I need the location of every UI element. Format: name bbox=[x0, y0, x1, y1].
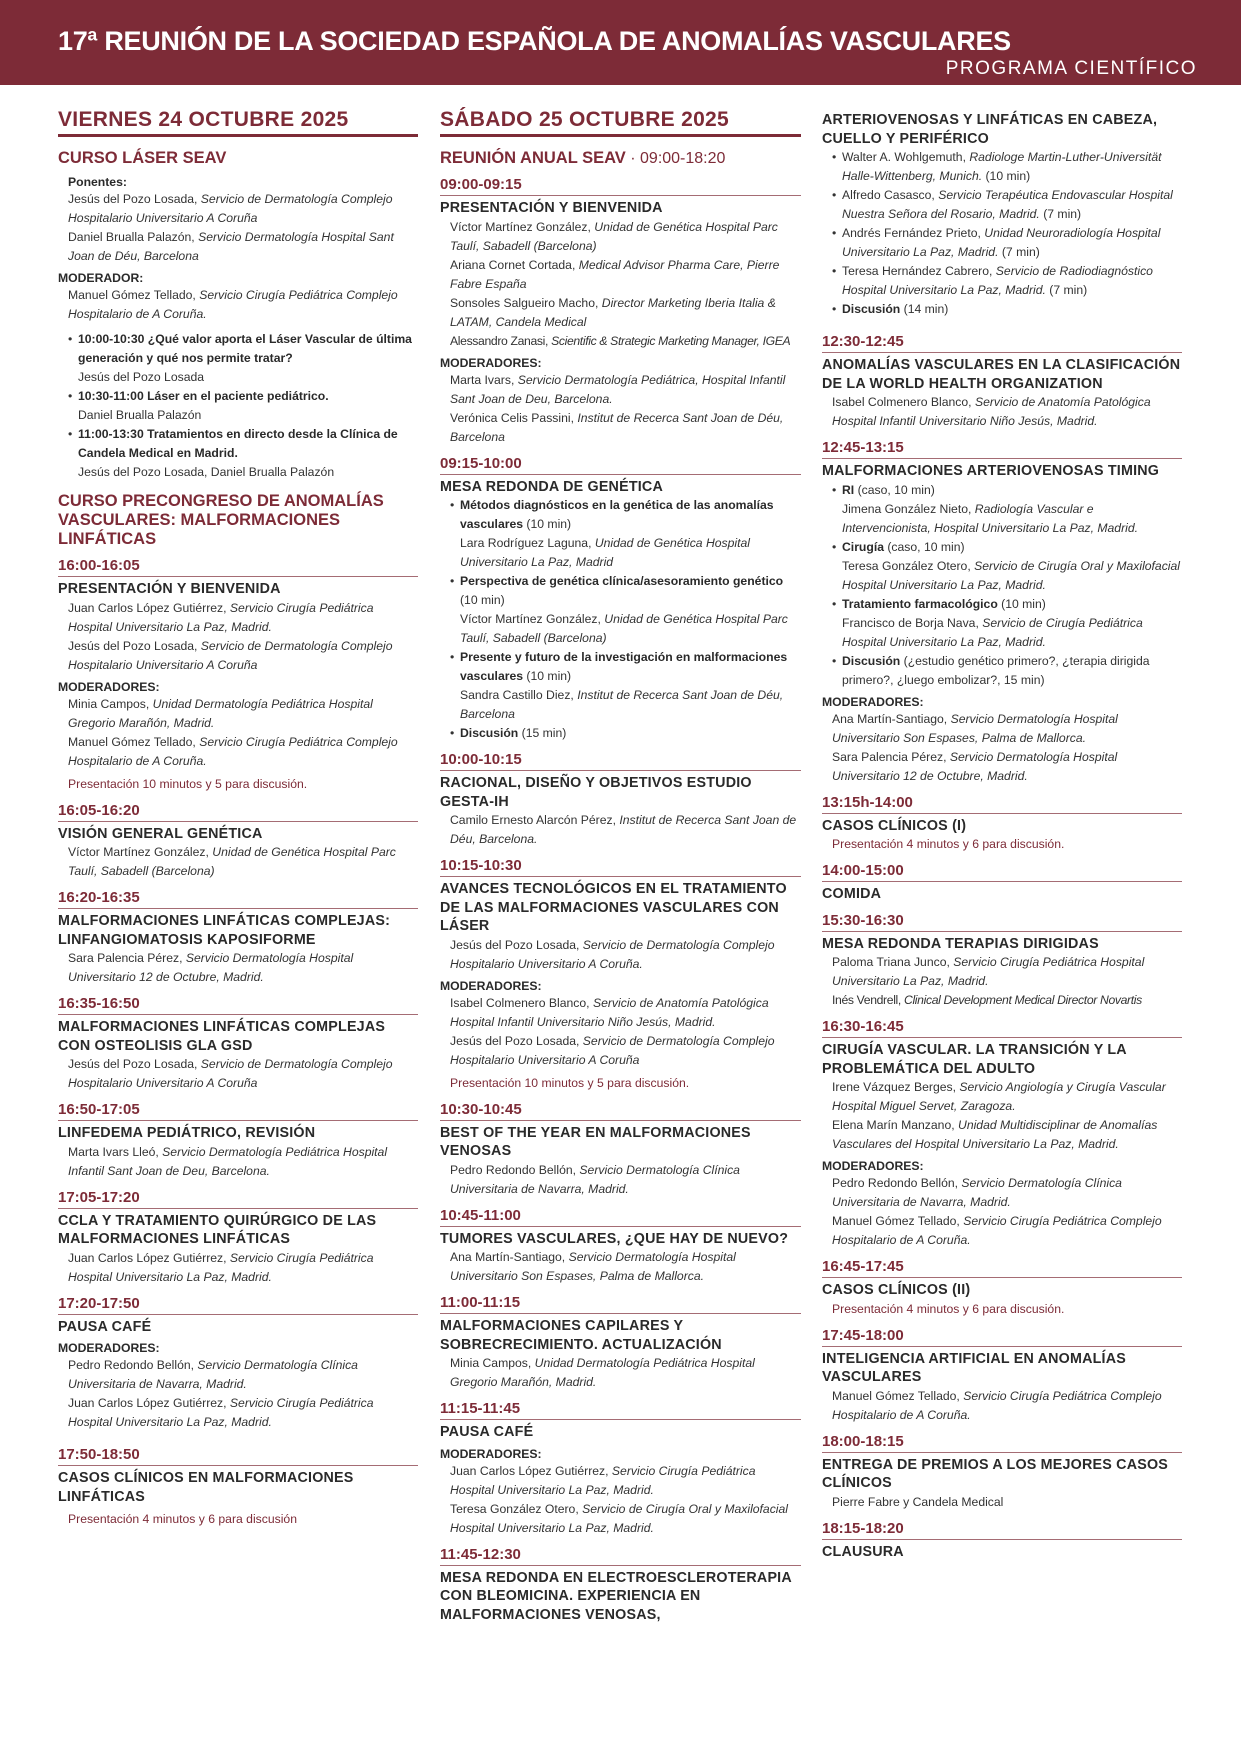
speaker-name: Manuel Gómez Tellado, bbox=[832, 1214, 964, 1228]
speaker-name: Ana Martín-Santiago, bbox=[832, 711, 951, 726]
speaker-affiliation: Servicio Cirugía Pediátrica Hospital Universitario La Paz, Madrid. bbox=[68, 600, 374, 634]
speaker-name: Paloma Triana Junco, bbox=[832, 955, 954, 969]
session-time: 10:45-11:00 bbox=[440, 1207, 801, 1227]
course-time-range: · 09:00-18:20 bbox=[625, 150, 726, 167]
item-duration: (7 min) bbox=[998, 245, 1040, 259]
speaker-affiliation: Servicio Dermatología Hospital Universitario 12 de Octubre, Madrid. bbox=[68, 951, 354, 984]
session-time: 15:30-16:30 bbox=[822, 912, 1182, 932]
session-time: 17:20-17:50 bbox=[58, 1295, 418, 1315]
speaker-name: Daniel Brualla Palazón bbox=[78, 408, 202, 422]
speaker-name: Sonsoles Salgueiro Macho, bbox=[450, 295, 602, 310]
column-saturday bbox=[440, 108, 801, 1624]
speaker-affiliation: Servicio de Dermatología Complejo Hospitalario Universitario A Coruña bbox=[68, 638, 393, 672]
session-title: ANOMALÍAS VASCULARES EN LA CLASIFICACIÓN DE LA WORLD HEALTH ORGANIZATION bbox=[822, 357, 1181, 392]
session-title: ARTERIOVENOSAS Y LINFÁTICAS EN CABEZA, CUELLO Y PERIFÉRICO bbox=[822, 112, 1158, 147]
session-time: 10:30-10:45 bbox=[440, 1101, 801, 1121]
speaker bbox=[822, 1078, 1182, 1116]
event-title: 17ª REUNIÓN DE LA SOCIEDAD ESPAÑOLA DE ANOMALÍAS VASCULARES bbox=[58, 26, 1011, 56]
column-friday bbox=[58, 108, 418, 1529]
speaker-name: Sara Palencia Pérez, bbox=[832, 749, 950, 764]
speaker bbox=[440, 371, 801, 409]
session-time: 16:45-17:45 bbox=[822, 1258, 1182, 1278]
speaker-affiliation: Servicio de Dermatología Complejo Hospitalario Universitario A Coruña. bbox=[450, 937, 775, 971]
speaker bbox=[58, 599, 418, 637]
session-title: CASOS CLÍNICOS (I) bbox=[822, 817, 967, 834]
speaker bbox=[58, 733, 418, 771]
agenda-item-title: 10:00-10:30 ¿Qué valor aporta el Láser Vascular de última generación y qué nos permite tratar? bbox=[78, 332, 412, 365]
speaker bbox=[440, 994, 801, 1032]
speaker-name: Víctor Martínez González, bbox=[460, 612, 605, 626]
agenda-item-title: Tratamiento farmacológico bbox=[842, 596, 998, 611]
agenda-item-title: Presente y futuro de la investigación en malformaciones vasculares bbox=[460, 650, 788, 683]
agenda-item bbox=[58, 387, 418, 425]
speaker-name: Francisco de Borja Nava, bbox=[842, 615, 983, 630]
speaker-affiliation: Servicio Dermatología Clínica Universitaria de Navarra, Madrid. bbox=[832, 1176, 1122, 1209]
session-title: CASOS CLÍNICOS EN MALFORMACIONES LINFÁTICAS bbox=[58, 1470, 354, 1505]
speaker bbox=[58, 949, 418, 987]
agenda-item bbox=[822, 595, 1182, 652]
session-time: 11:45-12:30 bbox=[440, 1546, 801, 1566]
speaker-affiliation: Servicio Cirugía Pediátrica Hospital Universitario La Paz, Madrid. bbox=[832, 955, 1145, 988]
speaker-name: Isabel Colmenero Blanco, bbox=[450, 995, 593, 1010]
speaker bbox=[58, 286, 418, 324]
role-label: MODERADORES: bbox=[440, 978, 542, 993]
speaker bbox=[822, 1212, 1182, 1250]
item-duration: (10 min) bbox=[997, 596, 1046, 611]
speaker-affiliation: Institut de Recerca Sant Joan de Déu, Barcelona bbox=[450, 410, 784, 444]
column-saturday-continued bbox=[822, 108, 1182, 1561]
speaker-affiliation: Servicio de Anatomía Patológica Hospital Infantil Universitario Niño Jesús, Madrid. bbox=[450, 995, 769, 1029]
speaker bbox=[440, 1161, 801, 1199]
speaker-affiliation: Radiologe Martin-Luther-Universität Halle-Wittenberg, Munich. bbox=[842, 150, 1162, 183]
speaker-name: Jesús del Pozo Losada, bbox=[68, 192, 201, 206]
speaker bbox=[58, 843, 418, 881]
speaker-affiliation: Servicio de Dermatología Complejo Hospitalario Universitario A Coruña bbox=[450, 1033, 775, 1067]
speaker-affiliation: Servicio Angiología y Cirugía Vascular Hospital Miguel Servet, Zaragoza. bbox=[832, 1080, 1166, 1113]
speaker-affiliation: Unidad Dermatología Pediátrica Hospital Gregorio Marañón, Madrid. bbox=[450, 1356, 755, 1389]
item-duration: (10 min) bbox=[982, 169, 1031, 183]
session-time: 14:00-15:00 bbox=[822, 862, 1182, 882]
session-title: COMIDA bbox=[822, 886, 882, 902]
session-title: ENTREGA DE PREMIOS A LOS MEJORES CASOS CLÍNICOS bbox=[822, 1456, 1169, 1491]
speaker-affiliation: Unidad Neuroradiología Hospital Universitario La Paz, Madrid. bbox=[842, 226, 1161, 259]
speaker-name: Elena Marín Manzano, bbox=[832, 1118, 959, 1132]
session-note: Presentación 4 minutos y 6 para discusión bbox=[68, 1512, 297, 1526]
speaker-affiliation: Servicio Dermatología Hospital Universitario Son Espases, Palma de Mallorca. bbox=[832, 711, 1118, 745]
speaker bbox=[440, 936, 801, 974]
speaker bbox=[440, 1354, 801, 1392]
speaker-affiliation: Servicio Cirugía Pediátrica Complejo Hospitalario de A Coruña. bbox=[68, 288, 398, 321]
speaker-affiliation: Unidad Dermatología Pediátrica Hospital Gregorio Marañón, Madrid. bbox=[68, 696, 373, 730]
session-title: CASOS CLÍNICOS (II) bbox=[822, 1282, 971, 1298]
speaker-name: Verónica Celis Passini, bbox=[450, 410, 578, 425]
session-title: PAUSA CAFÉ bbox=[440, 1424, 534, 1440]
speaker-affiliation: Servicio Dermatología Hospital Universitario Son Espases, Palma de Mallorca. bbox=[450, 1250, 736, 1283]
speaker-name: Pierre Fabre y Candela Medical bbox=[832, 1494, 1004, 1509]
item-duration: (caso, 10 min) bbox=[883, 539, 965, 554]
speaker-affiliation: Servicio de Dermatología Complejo Hospitalario Universitario A Coruña bbox=[68, 192, 393, 225]
speaker-affiliation: Servicio de Cirugía Oral y Maxilofacial Hospital Universitario La Paz, Madrid. bbox=[450, 1501, 789, 1535]
session-time: 16:20-16:35 bbox=[58, 889, 418, 909]
speaker-affiliation: Servicio Dermatología Pediátrica, Hospital Infantil Sant Joan de Deu, Barcelona. bbox=[450, 372, 786, 406]
session-title: AVANCES TECNOLÓGICOS EN EL TRATAMIENTO DE LAS MALFORMACIONES VASCULARES CON LÁSER bbox=[440, 881, 787, 934]
speaker-affiliation: Radiología Vascular e Intervencionista, Hospital Universitario La Paz, Madrid. bbox=[842, 501, 1139, 535]
speaker-name: Jesús del Pozo Losada, bbox=[450, 1033, 583, 1048]
course-heading bbox=[58, 492, 418, 549]
item-duration: (¿estudio genético primero?, ¿terapia dirigida primero?, ¿luego embolizar?, 15 min) bbox=[842, 653, 1150, 687]
speaker bbox=[440, 218, 801, 256]
agenda-item-title: Perspectiva de genética clínica/asesoramiento genético bbox=[460, 574, 784, 588]
role-label: Ponentes: bbox=[68, 175, 127, 189]
speaker-affiliation: Servicio Dermatología Hospital Sant Joan de Déu, Barcelona bbox=[68, 230, 394, 263]
session-title: MESA REDONDA EN ELECTROESCLEROTERAPIA CON BLEOMICINA. EXPERIENCIA EN MALFORMACIONES VENOSAS, bbox=[440, 1569, 792, 1623]
speaker-affiliation: Servicio de Cirugía Pediátrica Hospital Universitario La Paz, Madrid. bbox=[842, 615, 1143, 649]
speaker-affiliation: Servicio Dermatología Clínica Universitaria de Navarra, Madrid. bbox=[68, 1358, 358, 1391]
item-duration: (7 min) bbox=[1039, 207, 1082, 221]
agenda-item bbox=[440, 496, 801, 572]
speaker-name: Ariana Cornet Cortada, bbox=[450, 257, 579, 272]
speaker-name: Víctor Martínez González, bbox=[450, 219, 595, 234]
agenda-item-title: Cirugía bbox=[842, 539, 884, 554]
session-title: CCLA Y TRATAMIENTO QUIRÚRGICO DE LAS MALFORMACIONES LINFÁTICAS bbox=[58, 1212, 377, 1247]
speaker-name: Minia Campos, bbox=[450, 1356, 535, 1370]
day-heading: VIERNES 24 OCTUBRE 2025 bbox=[58, 108, 418, 137]
agenda-item bbox=[822, 186, 1182, 224]
speaker bbox=[440, 1500, 801, 1538]
course-title: REUNIÓN ANUAL SEAV bbox=[440, 149, 626, 167]
session-title: VISIÓN GENERAL GENÉTICA bbox=[58, 825, 263, 842]
speaker bbox=[58, 1249, 418, 1287]
speaker bbox=[822, 991, 1182, 1010]
speaker-name: Sara Palencia Pérez, bbox=[68, 951, 186, 965]
session-time: 17:05-17:20 bbox=[58, 1189, 418, 1209]
speaker bbox=[822, 1116, 1182, 1154]
speaker bbox=[58, 1143, 418, 1181]
session-title: LINFEDEMA PEDIÁTRICO, REVISIÓN bbox=[58, 1125, 316, 1141]
session-note: Presentación 10 minutos y 5 para discusión. bbox=[68, 776, 308, 791]
speaker-affiliation: Servicio Dermatología Clínica Universitaria de Navarra, Madrid. bbox=[450, 1162, 740, 1196]
speaker bbox=[822, 748, 1182, 786]
item-duration: (caso, 10 min) bbox=[854, 482, 935, 497]
session-time: 16:05-16:20 bbox=[58, 802, 418, 822]
session-title: INTELIGENCIA ARTIFICIAL EN ANOMALÍAS VASCULARES bbox=[822, 1350, 1126, 1385]
session-time: 17:45-18:00 bbox=[822, 1327, 1182, 1347]
role-label: MODERADOR: bbox=[58, 271, 144, 285]
item-duration: (7 min) bbox=[1045, 283, 1088, 297]
speaker-name: Juan Carlos López Gutiérrez, bbox=[68, 600, 230, 615]
speaker-name: Jesús del Pozo Losada, Daniel Brualla Palazón bbox=[78, 465, 335, 479]
speaker-name: Lara Rodríguez Laguna, bbox=[460, 536, 595, 550]
agenda-item bbox=[822, 538, 1182, 595]
item-duration: (15 min) bbox=[518, 726, 567, 740]
session-time: 16:50-17:05 bbox=[58, 1101, 418, 1121]
session-time: 17:50-18:50 bbox=[58, 1446, 418, 1466]
speaker bbox=[58, 1356, 418, 1394]
speaker-name: Juan Carlos López Gutiérrez, bbox=[68, 1250, 230, 1265]
session-time: 12:45-13:15 bbox=[822, 439, 1182, 459]
agenda-item-title: Discusión bbox=[460, 726, 519, 740]
agenda-item-title: RI bbox=[842, 482, 855, 497]
session-title: MESA REDONDA TERAPIAS DIRIGIDAS bbox=[822, 935, 1099, 952]
speaker bbox=[58, 1055, 418, 1093]
speaker-affiliation: Servicio Cirugía Pediátrica Complejo Hospitalario de A Coruña. bbox=[832, 1388, 1162, 1422]
session-title: BEST OF THE YEAR EN MALFORMACIONES VENOSAS bbox=[440, 1124, 751, 1159]
speaker-name: Daniel Brualla Palazón, bbox=[68, 230, 199, 244]
speaker bbox=[58, 637, 418, 675]
session-title: PRESENTACIÓN Y BIENVENIDA bbox=[440, 200, 663, 216]
speaker-name: Jesús del Pozo Losada, bbox=[68, 1057, 201, 1071]
speaker-name: Teresa Hernández Cabrero, bbox=[842, 264, 996, 278]
speaker-name: Marta Ivars, bbox=[450, 372, 518, 387]
agenda-item bbox=[822, 148, 1182, 186]
speaker bbox=[58, 1394, 418, 1432]
item-duration: (10 min) bbox=[460, 593, 505, 607]
session-time: 16:30-16:45 bbox=[822, 1018, 1182, 1038]
speaker bbox=[58, 695, 418, 733]
session-time: 11:00-11:15 bbox=[440, 1294, 801, 1314]
agenda-item bbox=[822, 262, 1182, 300]
speaker-name: Víctor Martínez González, bbox=[68, 845, 213, 859]
speaker-affiliation: Servicio de Cirugía Oral y Maxilofacial Hospital Universitario La Paz, Madrid. bbox=[842, 558, 1181, 592]
speaker bbox=[58, 228, 418, 266]
session-title: CIRUGÍA VASCULAR. LA TRANSICIÓN Y LA PROBLEMÁTICA DEL ADULTO bbox=[822, 1042, 1127, 1077]
speaker-affiliation: Unidad de Genética Hospital Parc Taulí, Sabadell (Barcelona) bbox=[68, 845, 396, 878]
speaker bbox=[440, 409, 801, 447]
speaker bbox=[440, 294, 801, 332]
session-time: 16:35-16:50 bbox=[58, 995, 418, 1015]
speaker bbox=[440, 256, 801, 294]
session-time: 09:15-10:00 bbox=[440, 455, 801, 475]
speaker-affiliation: Director Marketing Iberia Italia & LATAM, Candela Medical bbox=[450, 295, 776, 329]
speaker-name: Jimena González Nieto, bbox=[842, 501, 975, 516]
course-heading bbox=[440, 149, 801, 168]
session-note: Presentación 4 minutos y 6 para discusión. bbox=[832, 837, 1065, 851]
speaker-affiliation: Clinical Development Medical Director Novartis bbox=[904, 993, 1142, 1007]
session-title: MALFORMACIONES CAPILARES Y SOBRECRECIMIENTO. ACTUALIZACIÓN bbox=[440, 1318, 722, 1353]
speaker-affiliation: Medical Advisor Pharma Care, Pierre Fabre España bbox=[450, 257, 780, 291]
agenda-item bbox=[822, 224, 1182, 262]
role-label: MODERADORES: bbox=[822, 1159, 924, 1173]
session-title: PAUSA CAFÉ bbox=[58, 1318, 152, 1335]
speaker-affiliation: Unidad Multidisciplinar de Anomalías Vasculares del Hospital Universitario La Paz, Madrid. bbox=[832, 1118, 1158, 1151]
speaker-name: Juan Carlos López Gutiérrez, bbox=[450, 1463, 612, 1478]
speaker bbox=[440, 811, 801, 849]
speaker-affiliation: Servicio Terapéutica Endovascular Hospital Nuestra Señora del Rosario, Madrid. bbox=[842, 188, 1173, 221]
session-time: 09:00-09:15 bbox=[440, 176, 801, 196]
speaker-name: Camilo Ernesto Alarcón Pérez, bbox=[450, 813, 620, 827]
speaker bbox=[822, 710, 1182, 748]
speaker-affiliation: Servicio de Dermatología Complejo Hospitalario Universitario A Coruña bbox=[68, 1057, 393, 1090]
session-time: 11:15-11:45 bbox=[440, 1400, 801, 1420]
header-banner bbox=[0, 0, 1241, 85]
role-label: MODERADORES: bbox=[440, 1446, 542, 1461]
session-title: MALFORMACIONES LINFÁTICAS COMPLEJAS: LINFANGIOMATOSIS KAPOSIFORME bbox=[58, 913, 391, 948]
speaker bbox=[58, 190, 418, 228]
agenda-item-title: 11:00-13:30 Tratamientos en directo desde la Clínica de Candela Medical en Madrid. bbox=[78, 427, 398, 460]
speaker-affiliation: Unidad de Genética Hospital Parc Taulí, Sabadell (Barcelona) bbox=[450, 219, 778, 253]
speaker-name: Inés Vendrell, bbox=[832, 993, 904, 1007]
speaker bbox=[822, 953, 1182, 991]
session-time: 13:15h-14:00 bbox=[822, 794, 1182, 814]
role-label: MODERADORES: bbox=[58, 679, 160, 694]
session-note: Presentación 10 minutos y 5 para discusión. bbox=[450, 1075, 690, 1090]
speaker-name: Manuel Gómez Tellado, bbox=[68, 734, 200, 749]
speaker-affiliation: Scientific & Strategic Marketing Manager, IGEA bbox=[551, 333, 791, 348]
speaker-affiliation: Servicio Cirugía Pediátrica Hospital Universitario La Paz, Madrid. bbox=[68, 1250, 374, 1284]
speaker-name: Andrés Fernández Prieto, bbox=[842, 226, 985, 240]
speaker-name: Ana Martín-Santiago, bbox=[450, 1250, 569, 1264]
speaker-name: Juan Carlos López Gutiérrez, bbox=[68, 1396, 230, 1410]
agenda-item bbox=[440, 724, 801, 743]
agenda-item-title: 10:30-11:00 Láser en el paciente pediátrico. bbox=[78, 389, 329, 403]
speaker-name: Jesús del Pozo Losada bbox=[78, 370, 205, 384]
speaker-name: Sandra Castillo Diez, bbox=[460, 688, 578, 702]
speaker-affiliation: Servicio Cirugía Pediátrica Hospital Universitario La Paz, Madrid. bbox=[450, 1463, 756, 1497]
speaker bbox=[440, 1462, 801, 1500]
agenda-item bbox=[440, 648, 801, 724]
speaker-name: Jesús del Pozo Losada, bbox=[450, 937, 583, 952]
session-title: CLAUSURA bbox=[822, 1543, 904, 1560]
session-time: 10:00-10:15 bbox=[440, 751, 801, 771]
speaker bbox=[440, 1248, 801, 1286]
speaker bbox=[822, 1387, 1182, 1425]
speaker-affiliation: Institut de Recerca Sant Joan de Déu, Barcelona. bbox=[450, 813, 797, 846]
speaker-affiliation: Servicio de Radiodiagnóstico Hospital Universitario La Paz, Madrid. bbox=[842, 264, 1153, 297]
speaker-affiliation: Servicio Cirugía Pediátrica Hospital Universitario La Paz, Madrid. bbox=[68, 1396, 374, 1429]
agenda-item bbox=[822, 300, 1182, 319]
speaker-name: Jesús del Pozo Losada, bbox=[68, 638, 201, 653]
role-label: MODERADORES: bbox=[822, 694, 924, 709]
speaker bbox=[822, 393, 1182, 431]
agenda-item-title: Métodos diagnósticos en la genética de las anomalías vasculares bbox=[460, 498, 774, 531]
speaker-name: Pedro Redondo Bellón, bbox=[68, 1358, 198, 1372]
agenda-item bbox=[58, 330, 418, 387]
agenda-item bbox=[58, 425, 418, 482]
program-subtitle: PROGRAMA CIENTÍFICO bbox=[945, 58, 1197, 79]
speaker-affiliation: Servicio Dermatología Hospital Universitario 12 de Octubre, Madrid. bbox=[832, 749, 1118, 783]
speaker-name: Irene Vázquez Berges, bbox=[832, 1080, 960, 1094]
speaker-name: Manuel Gómez Tellado, bbox=[68, 288, 200, 302]
speaker bbox=[440, 332, 801, 351]
speaker-affiliation: Servicio de Anatomía Patológica Hospital Infantil Universitario Niño Jesús, Madrid. bbox=[832, 395, 1151, 428]
speaker-name: Teresa González Otero, bbox=[450, 1501, 583, 1516]
speaker-name: Pedro Redondo Bellón, bbox=[450, 1162, 580, 1177]
course-title: CURSO PRECONGRESO DE ANOMALÍAS VASCULARES: MALFORMACIONES LINFÁTICAS bbox=[58, 492, 384, 548]
speaker-name: Manuel Gómez Tellado, bbox=[832, 1388, 964, 1403]
agenda-item-title: Discusión bbox=[842, 653, 901, 668]
speaker bbox=[822, 1174, 1182, 1212]
spacer bbox=[822, 319, 1182, 325]
session-title: RACIONAL, DISEÑO Y OBJETIVOS ESTUDIO GESTA-IH bbox=[440, 775, 752, 810]
item-duration: (10 min) bbox=[523, 517, 572, 531]
item-duration: (14 min) bbox=[900, 302, 949, 316]
session-time: 18:15-18:20 bbox=[822, 1520, 1182, 1540]
course-heading bbox=[58, 149, 418, 168]
speaker-name: Isabel Colmenero Blanco, bbox=[832, 395, 975, 409]
session-title: TUMORES VASCULARES, ¿QUE HAY DE NUEVO? bbox=[440, 1230, 789, 1247]
session-time: 16:00-16:05 bbox=[58, 557, 418, 577]
speaker-affiliation: Institut de Recerca Sant Joan de Déu, Barcelona bbox=[460, 688, 784, 721]
session-title: MALFORMACIONES ARTERIOVENOSAS TIMING bbox=[822, 463, 1160, 479]
session-title: MALFORMACIONES LINFÁTICAS COMPLEJAS CON OSTEOLISIS GLA GSD bbox=[58, 1019, 386, 1054]
agenda-item bbox=[822, 481, 1182, 538]
speaker bbox=[440, 1032, 801, 1070]
speaker-affiliation: Servicio Dermatología Pediátrica Hospital Infantil Sant Joan de Deu, Barcelona. bbox=[68, 1144, 388, 1178]
spacer bbox=[58, 1432, 418, 1438]
speaker-affiliation: Servicio Cirugía Pediátrica Complejo Hospitalario de A Coruña. bbox=[832, 1214, 1162, 1247]
agenda-item bbox=[440, 572, 801, 648]
item-duration: (10 min) bbox=[523, 669, 572, 683]
session-time: 12:30-12:45 bbox=[822, 333, 1182, 353]
speaker-name: Minia Campos, bbox=[68, 696, 153, 711]
agenda-item bbox=[822, 652, 1182, 690]
speaker-name: Pedro Redondo Bellón, bbox=[832, 1176, 962, 1190]
speaker-name: Walter A. Wohlgemuth, bbox=[842, 150, 970, 164]
speaker-affiliation: Unidad de Genética Hospital Universitario La Paz, Madrid bbox=[460, 536, 750, 569]
speaker-affiliation: Servicio Cirugía Pediátrica Complejo Hospitalario de A Coruña. bbox=[68, 734, 398, 768]
role-label: MODERADORES: bbox=[58, 1341, 160, 1355]
session-time: 10:15-10:30 bbox=[440, 857, 801, 877]
session-title: PRESENTACIÓN Y BIENVENIDA bbox=[58, 581, 281, 597]
agenda-item-title: Discusión bbox=[842, 302, 901, 316]
speaker-name: Marta Ivars Lleó, bbox=[68, 1144, 163, 1159]
day-heading: SÁBADO 25 OCTUBRE 2025 bbox=[440, 108, 801, 137]
speaker-name: Alessandro Zanasi, bbox=[450, 333, 552, 348]
speaker-name: Teresa González Otero, bbox=[842, 558, 975, 573]
role-label: MODERADORES: bbox=[440, 355, 542, 370]
session-title: MESA REDONDA DE GENÉTICA bbox=[440, 478, 663, 495]
speaker-affiliation: Unidad de Genética Hospital Parc Taulí, Sabadell (Barcelona) bbox=[460, 612, 788, 645]
course-title: CURSO LÁSER SEAV bbox=[58, 149, 227, 167]
spacer bbox=[58, 482, 418, 488]
session-note: Presentación 4 minutos y 6 para discusión. bbox=[832, 1301, 1065, 1316]
speaker-name: Alfredo Casasco, bbox=[842, 188, 939, 202]
session-time: 18:00-18:15 bbox=[822, 1433, 1182, 1453]
